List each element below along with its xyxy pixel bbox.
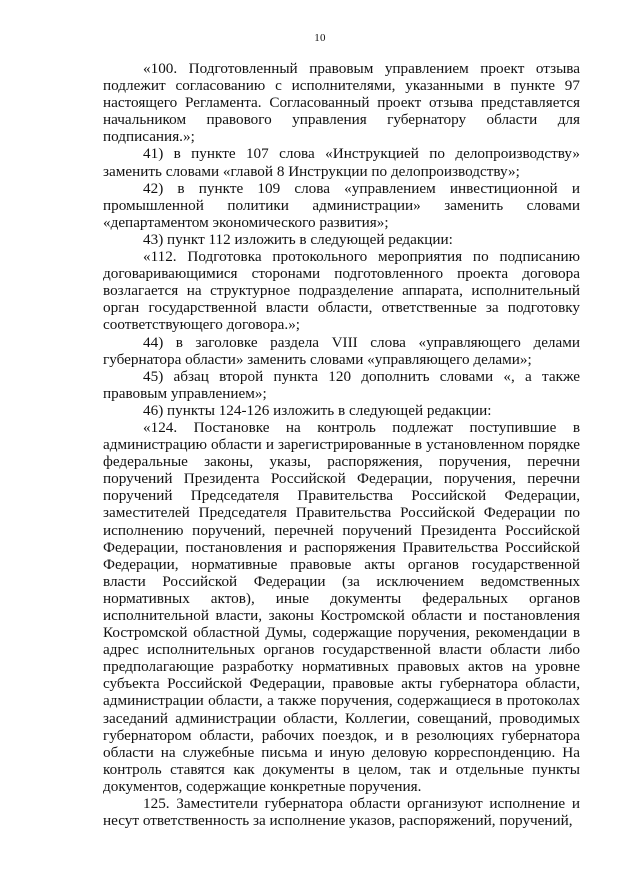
paragraph-item-41: 41) в пункте 107 слова «Инструкцией по делопроизводству» заменить словами «главой 8 Инструкции по делопроизводству»;	[103, 145, 580, 180]
paragraph-item-43: 43) пункт 112 изложить в следующей редакции:	[143, 230, 453, 248]
document-body	[103, 60, 580, 829]
paragraph-112: «112. Подготовка протокольного мероприятия по подписанию договаривающимися сторонами подготовленного проекта договора возлагается на структурное подразделение аппарата, исполнительный орган государственной власти области, ответственные за подготовку соответствующего договора.»;	[103, 248, 580, 334]
paragraph-item-42: 42) в пункте 109 слова «управлением инвестиционной и промышленной политики администрации» заменить словами «департаментом экономического развития»;	[103, 179, 580, 231]
paragraph-item-46: 46) пункты 124-126 изложить в следующей редакции:	[143, 401, 492, 419]
paragraph-125: 125. Заместители губернатора области организуют исполнение и несут ответственность за исполнение указов, распоряжений, поручений,	[103, 795, 580, 830]
page-number: 10	[314, 32, 326, 44]
paragraph-100-continued: «100. Подготовленный правовым управлением проект отзыва подлежит согласованию с исполнителями, указанными в пункте 97 настоящего Регламента. Согласованный проект отзыва представляется начальником правового управления губернатору области для подписания.»;	[103, 60, 580, 146]
paragraph-124: «124. Постановке на контроль подлежат поступившие в администрацию области и зарегистрированные в установленном порядке федеральные законы, указы, распоряжения, поручения, перечни поручений Президента Российской Федерации, поручения, перечни поручений Председателя Правительства Российской Федерации, заместителей Председателя Правительства Российской Федерации по исполнению поручений, перечней поручений Президента Российской Федерации, постановления и распоряжения Правительства Российской Федерации, нормативные правовые акты органов государственной власти Российской Федерации (за исключением ведомственных нормативных актов), иные документы федеральных органов исполнительной власти, законы Костромской области и постановления Костромской областной Думы, содержащие поручения, рекомендации в адрес исполнительных органов государственной власти области либо предполагающие разработку нормативных правовых актов на уровне субъекта Российской Федерации, правовые акты губернатора области, администрации области, а также поручения, содержащиеся в протоколах заседаний администрации области, Коллегии, совещаний, проводимых губернатором области, рабочих поездок, и в резолюциях губернатора области на служебные письма и иную деловую корреспонденцию. На контроль ставятся как документы в целом, так и отдельные пункты документов, содержащие конкретные поручения.	[103, 418, 580, 795]
paragraph-item-45: 45) абзац второй пункта 120 дополнить словами «, а также правовым управлением»;	[103, 367, 580, 402]
paragraph-item-44: 44) в заголовке раздела VIII слова «управляющего делами губернатора области» заменить словами «управляющего делами»;	[103, 333, 580, 368]
